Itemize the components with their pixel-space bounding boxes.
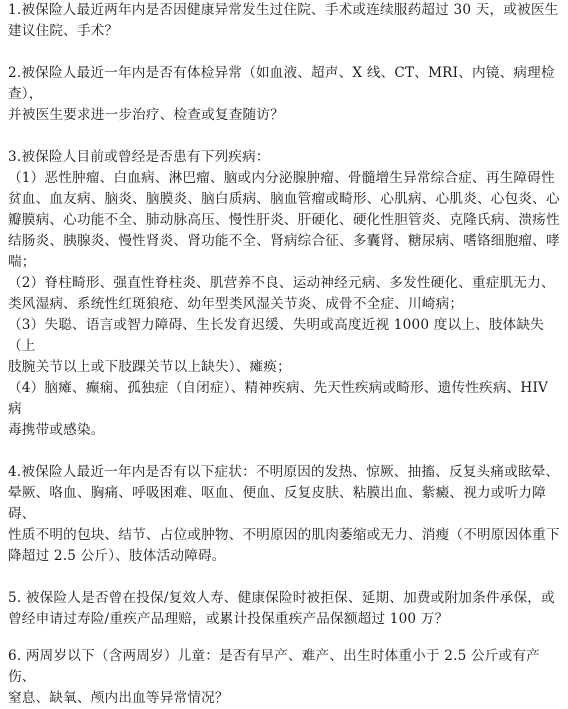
question-line: （3）失聪、语言或智力障碍、生长发育迟缓、失明或高度近视 1000 度以上、肢体缺失（上	[8, 317, 545, 354]
health-questionnaire	[8, 0, 564, 709]
paragraph-gap	[8, 441, 564, 462]
question-line: （4）脑瘫、癫痫、孤独症（自闭症）、精神疾病、先天性疾病或畸形、遗传性疾病、HIV 病	[8, 380, 549, 417]
question-line: 并被医生要求进一步治疗、检查或复查随访？	[8, 107, 284, 123]
paragraph-gap	[8, 630, 564, 646]
question-line: 3.被保险人目前或曾经是否患有下列疾病：	[8, 149, 270, 165]
question-line: 性质不明的包块、结节、占位或肿物、不明原因的肌肉萎缩或无力、消瘦（不明原因体重下	[8, 527, 560, 543]
question-4	[8, 462, 564, 567]
question-line: 2.被保险人最近一年内是否有体检异常（如血液、超声、X 线、CT、MRI、内镜、病理检查），	[8, 65, 555, 102]
question-line: 肢腕关节以上或下肢踝关节以上缺失）、瘫痪；	[8, 359, 291, 375]
question-2	[8, 63, 564, 126]
question-line: 毒携带或感染。	[8, 422, 105, 438]
question-line: 1.被保险人最近两年内是否因健康异常发生过住院、手术或连续服药超过 30 天，或被医生	[8, 2, 559, 18]
question-6	[8, 646, 564, 709]
paragraph-gap	[8, 567, 564, 588]
question-line: 类风湿病、系统性红斑狼疮、幼年型类风湿关节炎、成骨不全症、川崎病；	[8, 296, 464, 312]
question-line: 降超过 2.5 公斤）、肢体活动障碍。	[8, 548, 226, 564]
question-line: 喘；	[8, 254, 36, 270]
question-line: 瓣膜病、心功能不全、肺动脉高压、慢性肝炎、肝硬化、硬化性胆管炎、克隆氏病、溃疡性	[8, 212, 560, 228]
paragraph-gap	[8, 126, 564, 147]
question-5	[8, 588, 564, 630]
question-line: 4.被保险人最近一年内是否有以下症状：不明原因的发热、惊厥、抽搐、反复头痛或眩晕、	[8, 464, 560, 480]
question-line: （1）恶性肿瘤、白血病、淋巴瘤、脑或内分泌腺肿瘤、骨髓增生异常综合症、再生障碍性	[8, 170, 555, 186]
question-line: 曾经申请过寿险/重疾产品理赔，或累计投保重疾产品保额超过 100 万？	[8, 611, 449, 627]
question-line: 结肠炎、胰腺炎、慢性肾炎、肾功能不全、肾病综合征、多囊肾、糖尿病、嗜铬细胞瘤、哮	[8, 233, 560, 249]
question-line: 窒息、缺氧、颅内出血等异常情况？	[8, 690, 229, 706]
question-line: 6. 两周岁以下（含两周岁）儿童：是否有早产、难产、出生时体重小于 2.5 公斤或有产伤、	[8, 648, 540, 685]
question-line: 晕厥、咯血、胸痛、呼吸困难、呕血、便血、反复皮肤、粘膜出血、紫癜、视力或听力障碍、	[8, 485, 546, 522]
question-1	[8, 0, 564, 42]
question-line: 贫血、血友病、脑炎、脑膜炎、脑白质病、脑血管瘤或畸形、心肌病、心肌炎、心包炎、心	[8, 191, 560, 207]
question-line: 5. 被保险人是否曾在投保/复效人寿、健康保险时被拒保、延期、加费或附加条件承保，或	[8, 590, 555, 606]
paragraph-gap	[8, 42, 564, 63]
question-line: 建议住院、手术？	[8, 23, 119, 39]
question-3	[8, 147, 564, 441]
question-line: （2）脊柱畸形、强直性脊柱炎、肌营养不良、运动神经元病、多发性硬化、重症肌无力、	[8, 275, 555, 291]
